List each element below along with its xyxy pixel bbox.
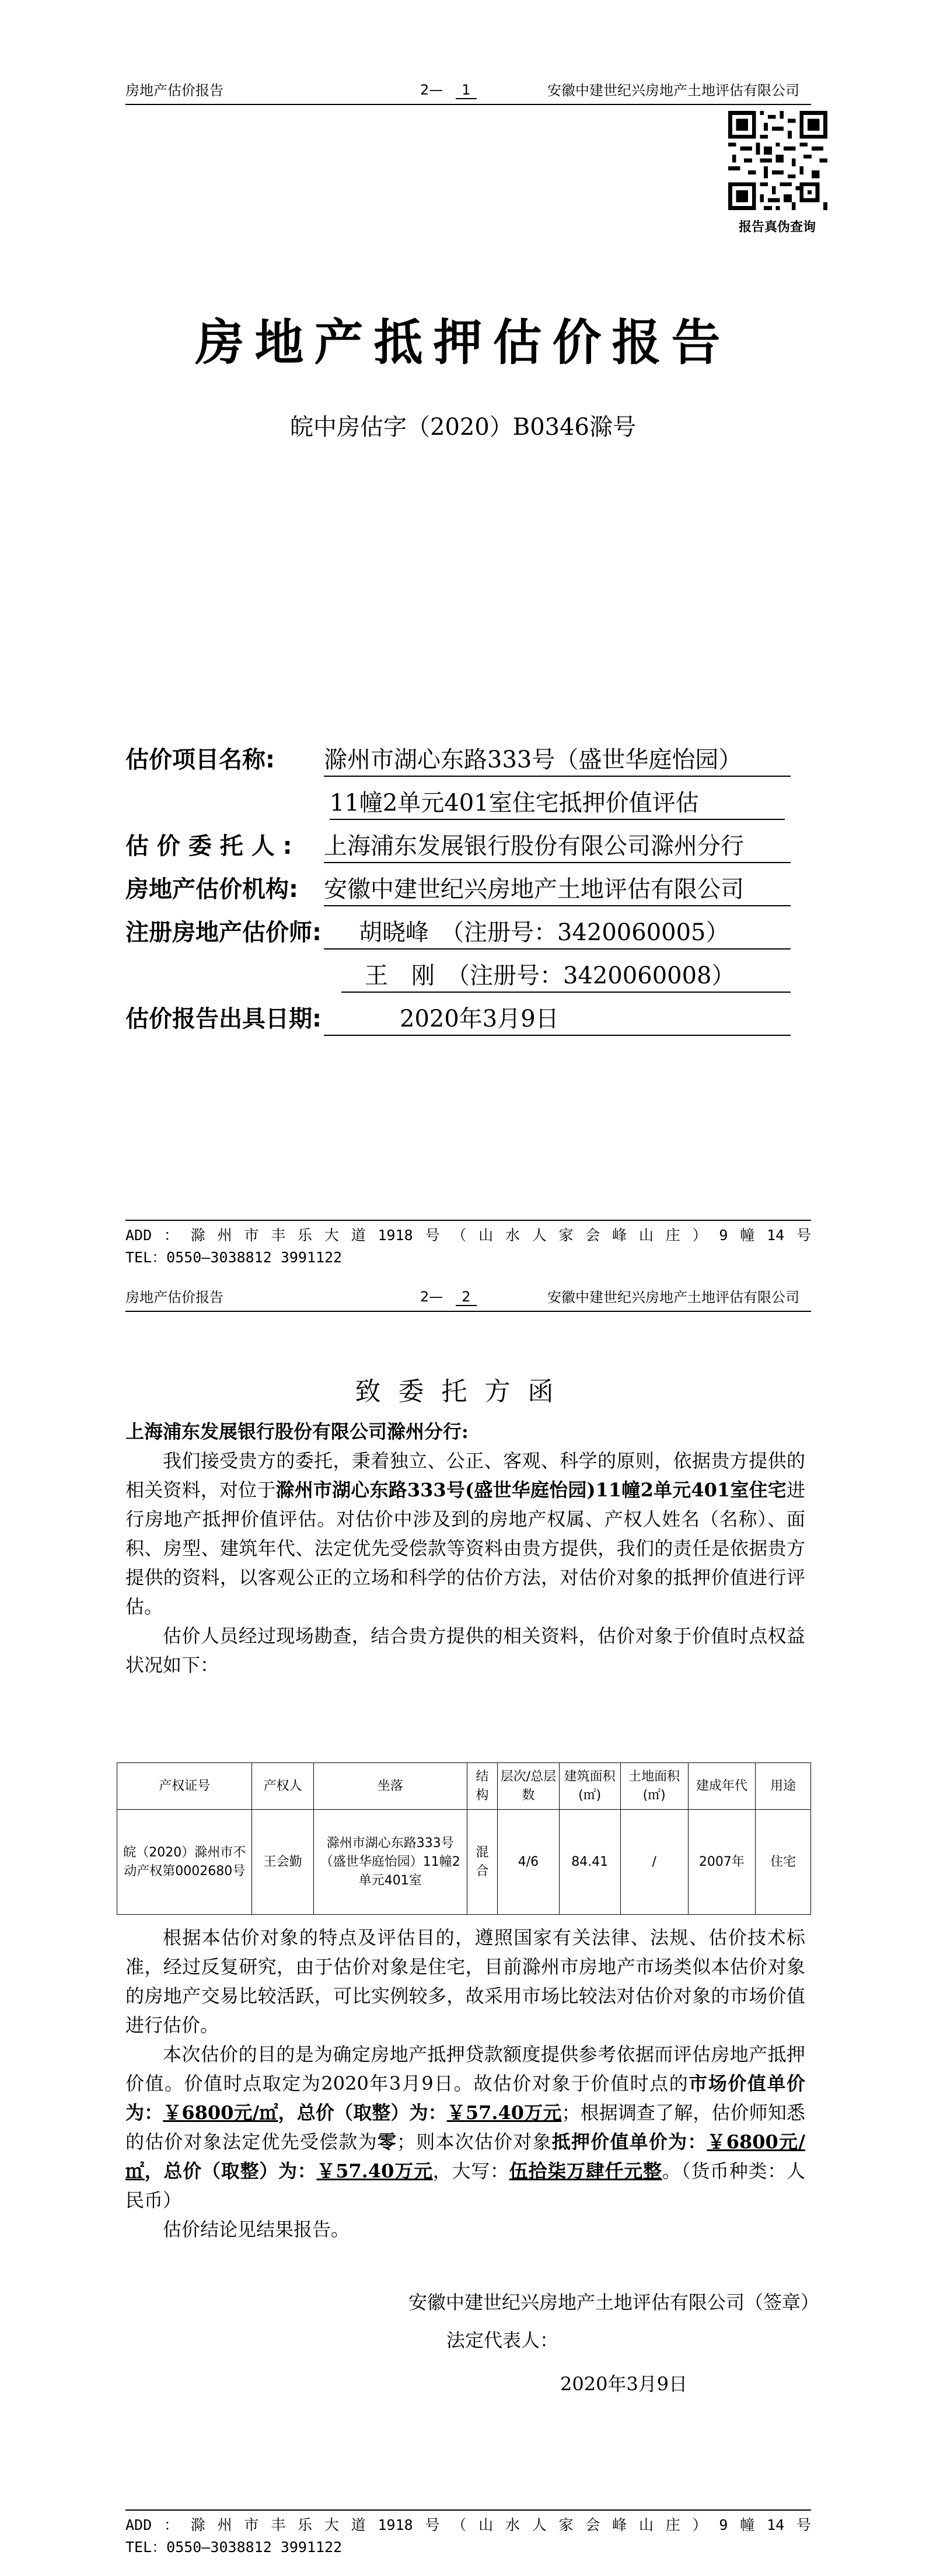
page-footer: [125, 1220, 811, 1269]
header-right: 安徽中建世纪兴房地产土地评估有限公司: [547, 82, 799, 99]
report-cover-page: [0, 0, 926, 1284]
signature-company: 安徽中建世纪兴房地产土地评估有限公司（签章）: [408, 2291, 820, 2313]
info-row-date: 估价报告出具日期: 2020年3月9日: [125, 1000, 796, 1043]
letter-paragraph-1: 我们接受贵方的委托，秉着独立、公正、客观、科学的原则，依据贵方提供的相关资料，对位于滁州市湖心东路333号(盛世华庭怡园)11幢2单元401室住宅进行房地产抵押价值评估。对估价中涉及到的房地产权属、产权人姓名（名称）、面积、房型、建筑年代、法定优先受偿款等资料由贵方提供，我们的责任是依据贵方提供的资料，以客观公正的立场和科学的估价方法，对估价对象的抵押价值进行评估。: [125, 1450, 805, 1618]
signature-representative: 法定代表人：: [446, 2329, 559, 2351]
page-header: [125, 77, 811, 105]
info-row-project-cont: 11幢2单元401室住宅抵押价值评估: [125, 784, 796, 828]
page-footer-2: ADD ： 滁 州 市 丰 乐 大 道 1918 号 （ 山 水 人 家 会 峰 山 庄 ） 9 幢 14 号 TEL：0550—3038812 3991122: [125, 2509, 811, 2558]
info-row-project: 估价项目名称: 滁州市湖心东路333号（盛世华庭怡园）: [125, 741, 796, 784]
letter-addressee: 上海浦东发展银行股份有限公司滁州分行:: [125, 1420, 469, 1443]
letter-body-bottom: [125, 1923, 805, 2244]
footer-address: ADD ： 滁 州 市 丰 乐 大 道 1918 号 （ 山 水 人 家 会 峰 山 庄 ） 9 幢 14 号: [125, 1227, 811, 1244]
page-header-2: 房地产估价报告 2— 2 安徽中建世纪兴房地产土地评估有限公司: [125, 1284, 811, 1312]
footer-tel: TEL：0550—3038812 3991122: [125, 1249, 343, 1266]
table-header-row: 产权证号 产权人 坐落 结构 层次/总层数 建筑面积(㎡) 土地面积(㎡) 建成年代 用途: [117, 1763, 811, 1810]
info-row-agency: 房地产估价机构: 安徽中建世纪兴房地产土地评估有限公司: [125, 871, 796, 914]
letter-body-top: [125, 1417, 805, 1680]
info-row-appraiser-1: 注册房地产估价师: 胡晓峰 （注册号：3420060005）: [125, 914, 796, 957]
letter-title: 致委托方函: [355, 1377, 571, 1406]
header-page-number: 2— 1: [420, 82, 477, 99]
report-title: 房地产抵押估价报告: [195, 313, 731, 371]
qr-code[interactable]: [728, 111, 827, 210]
letter-paragraph-3: 根据本估价对象的特点及评估目的，遵照国家有关法律、法规、估价技术标准，经过反复研究，由于估价对象是住宅，目前滁州市房地产市场类似本估价对象的房地产交易比较活跃，可比实例较多，故采用市场比较法对估价对象的市场价值进行估价。: [125, 1926, 805, 2036]
letter-paragraph-5: 估价结论见结果报告。: [163, 2218, 350, 2240]
property-table: [117, 1762, 811, 1915]
info-row-appraiser-2: 王 刚 （注册号：3420060008）: [125, 957, 796, 1000]
letter-paragraph-4: 本次估价的目的是为确定房地产抵押贷款额度提供参考依据而评估房地产抵押价值。价值时点取定为2020年3月9日。故估价对象于价值时点的市场价值单价为：￥6800元/㎡，总价（取整）为：￥57.40万元；根据调查了解，估价师知悉的估价对象法定优先受偿款为零；则本次估价对象抵押价值单价为：￥6800元/㎡，总价（取整）为：￥57.40万元，大写：伍拾柒万肆仟元整。（货币种类：人民币）: [125, 2043, 805, 2211]
footer-tel-2: TEL：0550—3038812 3991122: [125, 2539, 343, 2556]
qr-caption: 报告真伪查询: [738, 220, 816, 235]
header-left: 房地产估价报告: [125, 82, 223, 99]
document-number: 皖中房估字（2020）B0346滁号: [290, 414, 636, 441]
signature-date: 2020年3月9日: [560, 2373, 688, 2395]
cover-info-block: [125, 741, 796, 1043]
letter-paragraph-2: 估价人员经过现场勘查，结合贵方提供的相关资料，估价对象于价值时点权益状况如下：: [125, 1625, 805, 1676]
table-row: 皖（2020）滁州市不动产权第0002680号 王会勤 滁州市湖心东路333号（盛世华庭怡园）11幢2单元401室 混合 4/6 84.41 / 2007年 住宅: [117, 1810, 811, 1915]
info-row-client: 估 价 委 托 人 : 上海浦东发展银行股份有限公司滁州分行: [125, 828, 796, 871]
